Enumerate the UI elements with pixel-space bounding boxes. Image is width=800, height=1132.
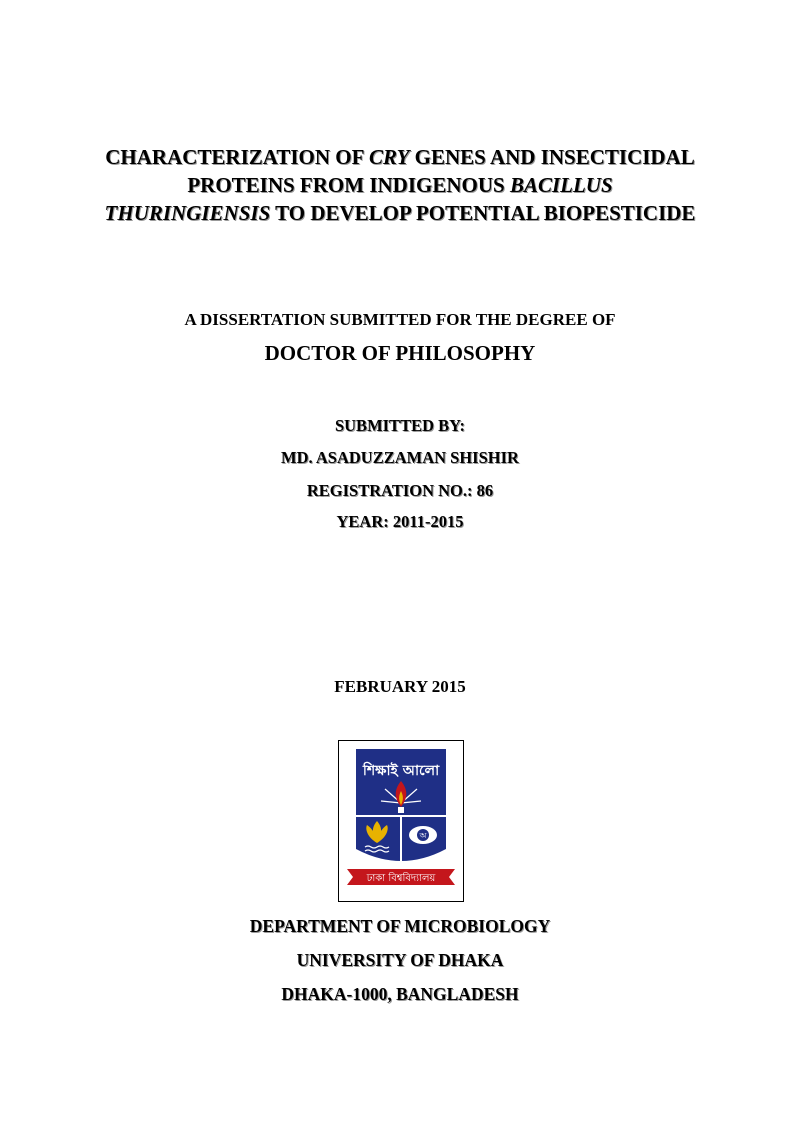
department-name: DEPARTMENT OF MICROBIOLOGY — [249, 916, 551, 936]
university-address: DHAKA-1000, BANGLADESH — [281, 984, 519, 1004]
author-name: MD. ASADUZZAMAN SHISHIR — [281, 448, 519, 467]
year-range: YEAR: 2011-2015 — [336, 512, 464, 531]
thesis-title — [0, 143, 800, 227]
title-line-1: CHARACTERIZATION OF CRY GENES AND INSECTICIDAL — [105, 145, 695, 169]
submitted-by-label: SUBMITTED BY: — [334, 416, 466, 435]
svg-text:অ: অ — [419, 831, 427, 840]
dissertation-line: A DISSERTATION SUBMITTED FOR THE DEGREE OF — [184, 310, 616, 329]
title-line-2: PROTEINS FROM INDIGENOUS BACILLUS — [187, 173, 613, 197]
registration-number: REGISTRATION NO.: 86 — [306, 481, 494, 500]
university-logo — [338, 740, 464, 902]
submission-date: FEBRUARY 2015 — [334, 677, 466, 696]
university-name: UNIVERSITY OF DHAKA — [296, 950, 504, 970]
svg-text:শিক্ষাই আলো: শিক্ষাই আলো — [362, 763, 440, 779]
degree-name: DOCTOR OF PHILOSOPHY — [264, 341, 536, 365]
svg-text:ঢাকা বিশ্ববিদ্যালয়: ঢাকা বিশ্ববিদ্যালয় — [366, 873, 436, 884]
title-line-3: THURINGIENSIS TO DEVELOP POTENTIAL BIOPESTICIDE — [104, 201, 696, 225]
university-seal-icon — [339, 741, 463, 901]
